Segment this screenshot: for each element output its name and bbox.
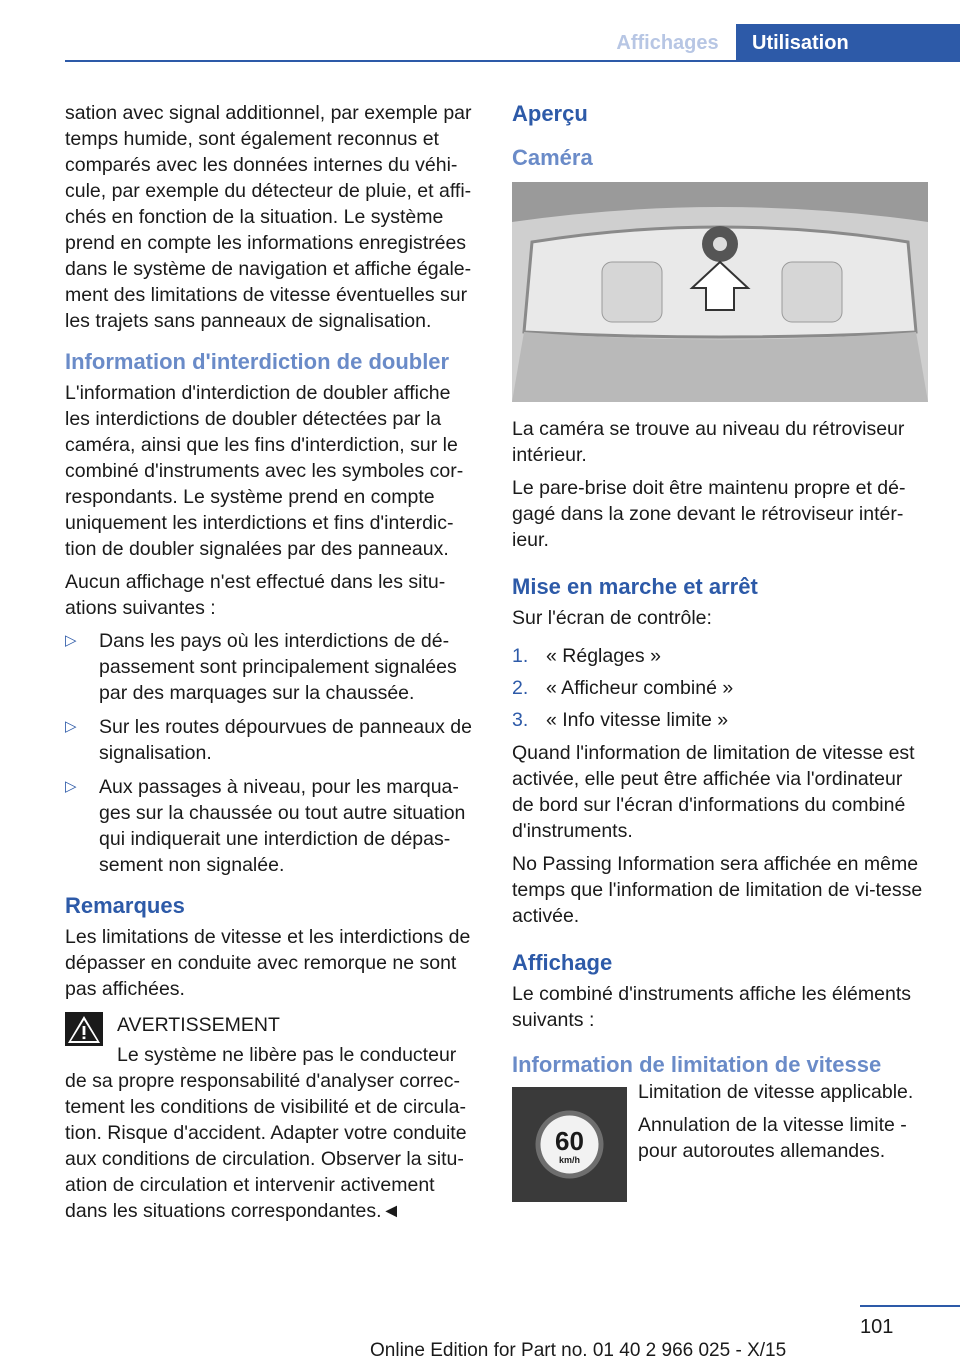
camera-location-illustration: [512, 182, 928, 402]
warning-box: [65, 1012, 479, 1224]
heading-mise-en-marche: Mise en marche et arrêt: [512, 574, 758, 599]
warning-body: [65, 1042, 479, 1224]
step-label: « Afficheur combiné »: [546, 677, 734, 699]
remarques-paragraph: Les limitations de vitesse et les interdictions de dépasser en conduite avec remorque ne sont pas affichées.: [65, 926, 471, 1000]
edition-note: Online Edition for Part no. 01 40 2 966 025 - X/15: [370, 1340, 787, 1361]
speed-limit-text: [638, 1079, 928, 1171]
heading-apercu: Aperçu: [512, 101, 588, 126]
page-number: 101: [860, 1316, 894, 1338]
heading-affichage: Affichage: [512, 950, 613, 975]
camera-paragraph-1: La caméra se trouve au niveau du rétroviseur intérieur.: [512, 418, 905, 466]
header-rule: [65, 60, 960, 62]
list-item: [65, 774, 479, 878]
tab-utilisation[interactable]: Utilisation: [736, 24, 960, 62]
step-number: 3.: [512, 709, 529, 731]
tab-affichages[interactable]: Affichages: [616, 32, 719, 54]
left-column: [65, 100, 479, 1224]
no-passing-info-paragraph: No Passing Information sera affichée en même temps que l'information de limitation de vi‐tesse activée.: [512, 853, 923, 927]
step-number: 1.: [512, 645, 529, 667]
speed-limit-applicable: Limitation de vitesse applicable.: [638, 1081, 914, 1103]
list-item: [512, 675, 928, 701]
no-display-paragraph: Aucun affichage n'est effectué dans les situ‐ations suivantes :: [65, 571, 446, 619]
sign-value-text: 60: [555, 1126, 584, 1156]
list-item-text: Dans les pays où les interdictions de dé‐passement sont principalement signalées par des marquages sur la chaussée.: [99, 630, 457, 704]
speed-limit-block: [512, 1079, 928, 1199]
speed-limit-sign-icon: [512, 1087, 627, 1202]
heading-speed-limit: Information de limitation de vitesse: [512, 1052, 882, 1077]
activation-paragraph: Quand l'information de limitation de vitesse est activée, elle peut être affichée via l'ordinateur de bord sur l'écran d'informations du combiné d'instruments.: [512, 742, 915, 842]
step-label: « Info vitesse limite »: [546, 709, 729, 731]
warning-icon: [65, 1012, 103, 1046]
affichage-paragraph: Le combiné d'instruments affiche les éléments suivants :: [512, 983, 911, 1031]
triangle-bullet-icon: ▷: [65, 632, 77, 649]
sign-unit-text: km/h: [558, 1155, 581, 1165]
warning-lead: Le système ne libère pas le conducteur: [117, 1044, 457, 1066]
camera-paragraph-2: Le pare-brise doit être maintenu propre et dé‐gagé dans la zone devant le rétroviseur intér‐ieur.: [512, 477, 906, 551]
list-item-text: Aux passages à niveau, pour les marqua‐ges sur la chaussée ou tout autre situation qui indiquerait une interdiction de dépas‐sement non signalée.: [99, 776, 466, 876]
no-passing-paragraph: L'information d'interdiction de doubler affiche les interdictions de doubler détectées par la caméra, ainsi que les fins d'interdiction, sur le combiné d'instruments avec les symboles cor‐respondants. Le système prend en compte uniquement les interdictions et fins d'interdic‐tion de doubler signalées par des panneaux.: [65, 382, 464, 560]
list-item: [65, 714, 479, 766]
warning-title: AVERTISSEMENT: [117, 1014, 280, 1036]
heading-no-passing: Information d'interdiction de doubler: [65, 349, 450, 374]
steps-list: [512, 643, 928, 733]
list-item: [65, 628, 479, 706]
warning-text: de sa propre responsabilité d'analyser correc‐tement les conditions de visibilité et de circula‐tion. Risque d'accident. Adapter votre conduite aux conditions de circulation. Observer la situ‐ation de circulation et intervenir activement dans les situations correspondantes.◄: [65, 1070, 467, 1222]
list-item: [512, 643, 928, 669]
speed-limit-cancel: Annulation de la vitesse limite - pour autoroutes allemandes.: [638, 1114, 907, 1162]
heading-camera: Caméra: [512, 145, 593, 170]
triangle-bullet-icon: ▷: [65, 778, 77, 795]
list-item-text: Sur les routes dépourvues de panneaux de signalisation.: [99, 716, 472, 764]
situations-list: [65, 628, 479, 878]
list-item: [512, 707, 928, 733]
footer-rule: [860, 1305, 960, 1307]
step-number: 2.: [512, 677, 529, 699]
control-screen-paragraph: Sur l'écran de contrôle:: [512, 607, 712, 629]
step-label: « Réglages »: [546, 645, 661, 667]
triangle-bullet-icon: ▷: [65, 718, 77, 735]
heading-remarques: Remarques: [65, 893, 185, 918]
intro-paragraph: sation avec signal additionnel, par exemple par temps humide, sont également reconnus et comparés avec les données internes du véhi‐cule, par exemple du détecteur de pluie, et affi‐chés en fonction de la situation. Le système prend en compte les informations enregistrées dans le système de navigation et affiche égale‐ment des limitations de vitesse éventuelles sur les trajets sans panneaux de signalisation.: [65, 102, 472, 332]
right-column: [512, 100, 928, 1199]
